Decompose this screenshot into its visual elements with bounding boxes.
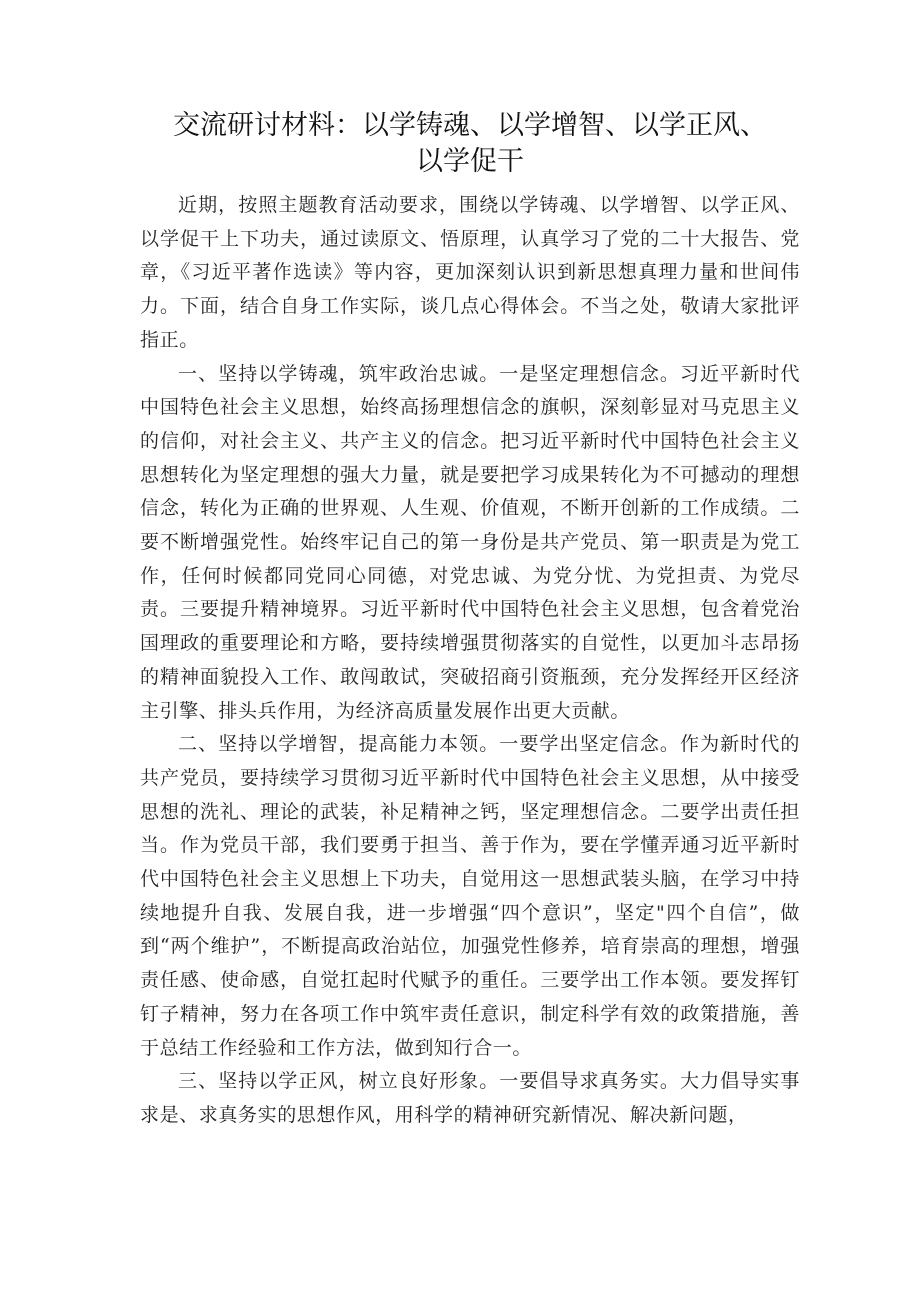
paragraph-section-3: 三、坚持以学正风，树立良好形象。一要倡导求真务实。大力倡导实事求是、求真务实的思想作风，用科学的精神研究新情况、解决新问题， <box>140 1070 800 1126</box>
document-body <box>140 189 800 1133</box>
paragraph-section-1: 一、坚持以学铸魂，筑牢政治忠诚。一是坚定理想信念。习近平新时代中国特色社会主义思想，始终高扬理想信念的旗帜，深刻彰显对马克思主义的信仰，对社会主义、共产主义的信念。把习近平新时代中国特色社会主义思想转化为坚定理想的强大力量，就是要把学习成果转化为不可撼动的理想信念，转化为正确的世界观、人生观、价值观，不断开创新的工作成绩。二要不断增强党性。始终牢记自己的第一身份是共产党员、第一职责是为党工作，任何时候都同党同心同德，对党忠诚、为党分忧、为党担责、为党尽责。三要提升精神境界。习近平新时代中国特色社会主义思想，包含着党治国理政的重要理论和方略，要持续增强贯彻落实的自觉性，以更加斗志昂扬的精神面貌投入工作、敢闯敢试，突破招商引资瓶颈，充分发挥经开区经济主引擎、排头兵作用，为经济高质量发展作出更大贡献。 <box>140 362 800 722</box>
paragraph-intro: 近期，按照主题教育活动要求，围绕以学铸魂、以学增智、以学正风、以学促干上下功夫，通过读原文、悟原理，认真学习了党的二十大报告、党章，《习近平著作选读》等内容，更加深刻认识到新思想真理力量和世间伟力。下面，结合自身工作实际，谈几点心得体会。不当之处，敬请大家批评指正。 <box>140 194 800 351</box>
paragraph-section-2: 二、坚持以学增智，提高能力本领。一要学出坚定信念。作为新时代的共产党员，要持续学习贯彻习近平新时代中国特色社会主义思想，从中接受思想的洗礼、理论的武装，补足精神之钙，坚定理想信念。二要学出责任担当。作为党员干部，我们要勇于担当、善于作为，要在学懂弄通习近平新时代中国特色社会主义思想上下功夫，自觉用这一思想武装头脑，在学习中持续地提升自我、发展自我，进一步增强“四个意识”，坚定"四个自信”，做到“两个维护”，不断提高政治站位，加强党性修养，培育崇高的理想，增强责任感、使命感，自觉扛起时代赋予的重任。三要学出工作本领。要发挥钉钉子精神，努力在各项工作中筑牢责任意识，制定科学有效的政策措施，善于总结工作经验和工作方法，做到知行合一。 <box>140 733 800 1059</box>
document-title: 交流研讨材料：以学铸魂、以学增智、以学正风、以学促干 <box>173 110 767 177</box>
